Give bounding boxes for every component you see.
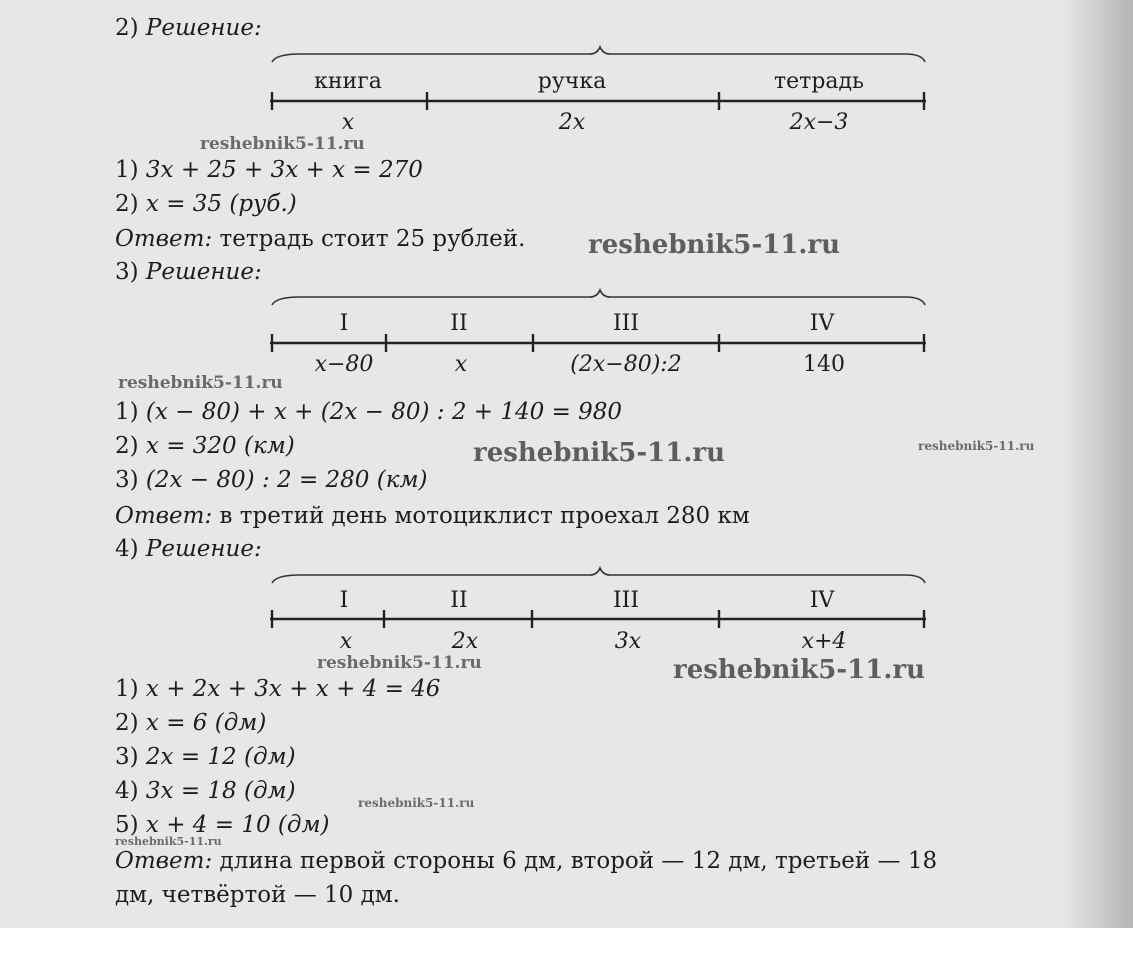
- watermark: reshebnik5-11.ru: [673, 655, 926, 685]
- answer-text: в третий день мотоциклист проехал 280 км: [212, 503, 750, 529]
- problem3-label-3: III: [612, 311, 640, 336]
- step-number: 1): [115, 676, 139, 702]
- problem3-label-1: I: [339, 311, 349, 336]
- answer-label: Ответ:: [115, 226, 213, 252]
- problem3-number: 3): [115, 259, 139, 285]
- problem4-step: [115, 746, 296, 769]
- watermark: reshebnik5-11.ru: [118, 373, 283, 393]
- problem4-step: [115, 678, 440, 701]
- step-number: 5): [115, 812, 139, 838]
- problem4-label-1: I: [339, 588, 349, 613]
- step-number: 2): [115, 710, 139, 736]
- step-number: 2): [115, 191, 139, 217]
- watermark: reshebnik5-11.ru: [358, 796, 475, 810]
- problem4-solution-label: Решение:: [145, 536, 262, 562]
- problem4-label-3: III: [612, 588, 640, 613]
- problem4-step: [115, 780, 296, 803]
- watermark: reshebnik5-11.ru: [200, 134, 365, 154]
- problem3-label-4: IV: [809, 311, 835, 336]
- problem4-value-3: 3x: [614, 629, 642, 654]
- problem2-label-pen: ручка: [537, 69, 607, 94]
- answer-label: Ответ:: [115, 848, 213, 874]
- problem4-value-2: 2x: [451, 629, 479, 654]
- watermark: reshebnik5-11.ru: [918, 439, 1035, 453]
- watermark: reshebnik5-11.ru: [317, 653, 482, 673]
- step-text: (2x − 80) : 2 = 280 (км): [145, 467, 428, 493]
- step-number: 1): [115, 157, 139, 183]
- step-text: 2x = 12 (дм): [145, 744, 296, 770]
- step-text: x + 2x + 3x + x + 4 = 46: [145, 676, 441, 702]
- watermark: reshebnik5-11.ru: [473, 438, 726, 468]
- problem2-number: 2): [115, 15, 139, 41]
- problem4-value-1: x: [339, 629, 353, 654]
- problem3-solution-label: Решение:: [145, 259, 262, 285]
- problem2-label-notebook: тетрадь: [773, 69, 865, 94]
- answer-label: Ответ:: [115, 503, 213, 529]
- answer-text: дм, четвёртой — 10 дм.: [115, 882, 400, 908]
- watermark: reshebnik5-11.ru: [588, 230, 841, 260]
- answer-text: длина первой стороны 6 дм, второй — 12 дм, третьей — 18: [212, 848, 938, 874]
- problem3-label-2: II: [450, 311, 468, 336]
- step-number: 3): [115, 467, 139, 493]
- answer-text: тетрадь стоит 25 рублей.: [212, 226, 526, 252]
- problem3-value-4: 140: [803, 352, 845, 377]
- step-text: (x − 80) + x + (2x − 80) : 2 + 140 = 980: [145, 399, 623, 425]
- step-number: 2): [115, 433, 139, 459]
- problem4-value-4: x+4: [801, 629, 847, 654]
- step-text: 3x + 25 + 3x + x = 270: [145, 157, 423, 183]
- problem3-value-1: x−80: [314, 352, 374, 377]
- step-number: 1): [115, 399, 139, 425]
- problem4-step: [115, 712, 266, 735]
- problem4-label-4: IV: [809, 588, 835, 613]
- step-text: 3x = 18 (дм): [145, 778, 296, 804]
- problem4-label-2: II: [450, 588, 468, 613]
- watermark: reshebnik5-11.ru: [115, 835, 222, 848]
- step-number: 4): [115, 778, 139, 804]
- problem4-number: 4): [115, 536, 139, 562]
- problem3-value-3: (2x−80):2: [570, 352, 682, 377]
- problem4-answer: [115, 850, 937, 873]
- problem4-step: [115, 814, 329, 837]
- problem2-solution-label: Решение:: [145, 15, 262, 41]
- problem2-label-book: книга: [314, 69, 382, 94]
- problem2-value-book: x: [341, 110, 355, 135]
- problem4-brace: [272, 568, 925, 583]
- step-number: 3): [115, 744, 139, 770]
- step-text: x + 4 = 10 (дм): [145, 812, 330, 838]
- problem2-value-pen: 2x: [558, 110, 586, 135]
- problem4-answer-continued: [115, 884, 400, 907]
- problem2-value-notebook: 2x−3: [789, 110, 849, 135]
- step-text: x = 35 (руб.): [145, 191, 297, 217]
- problem3-value-2: x: [454, 352, 468, 377]
- step-text: x = 320 (км): [145, 433, 295, 459]
- step-text: x = 6 (дм): [145, 710, 267, 736]
